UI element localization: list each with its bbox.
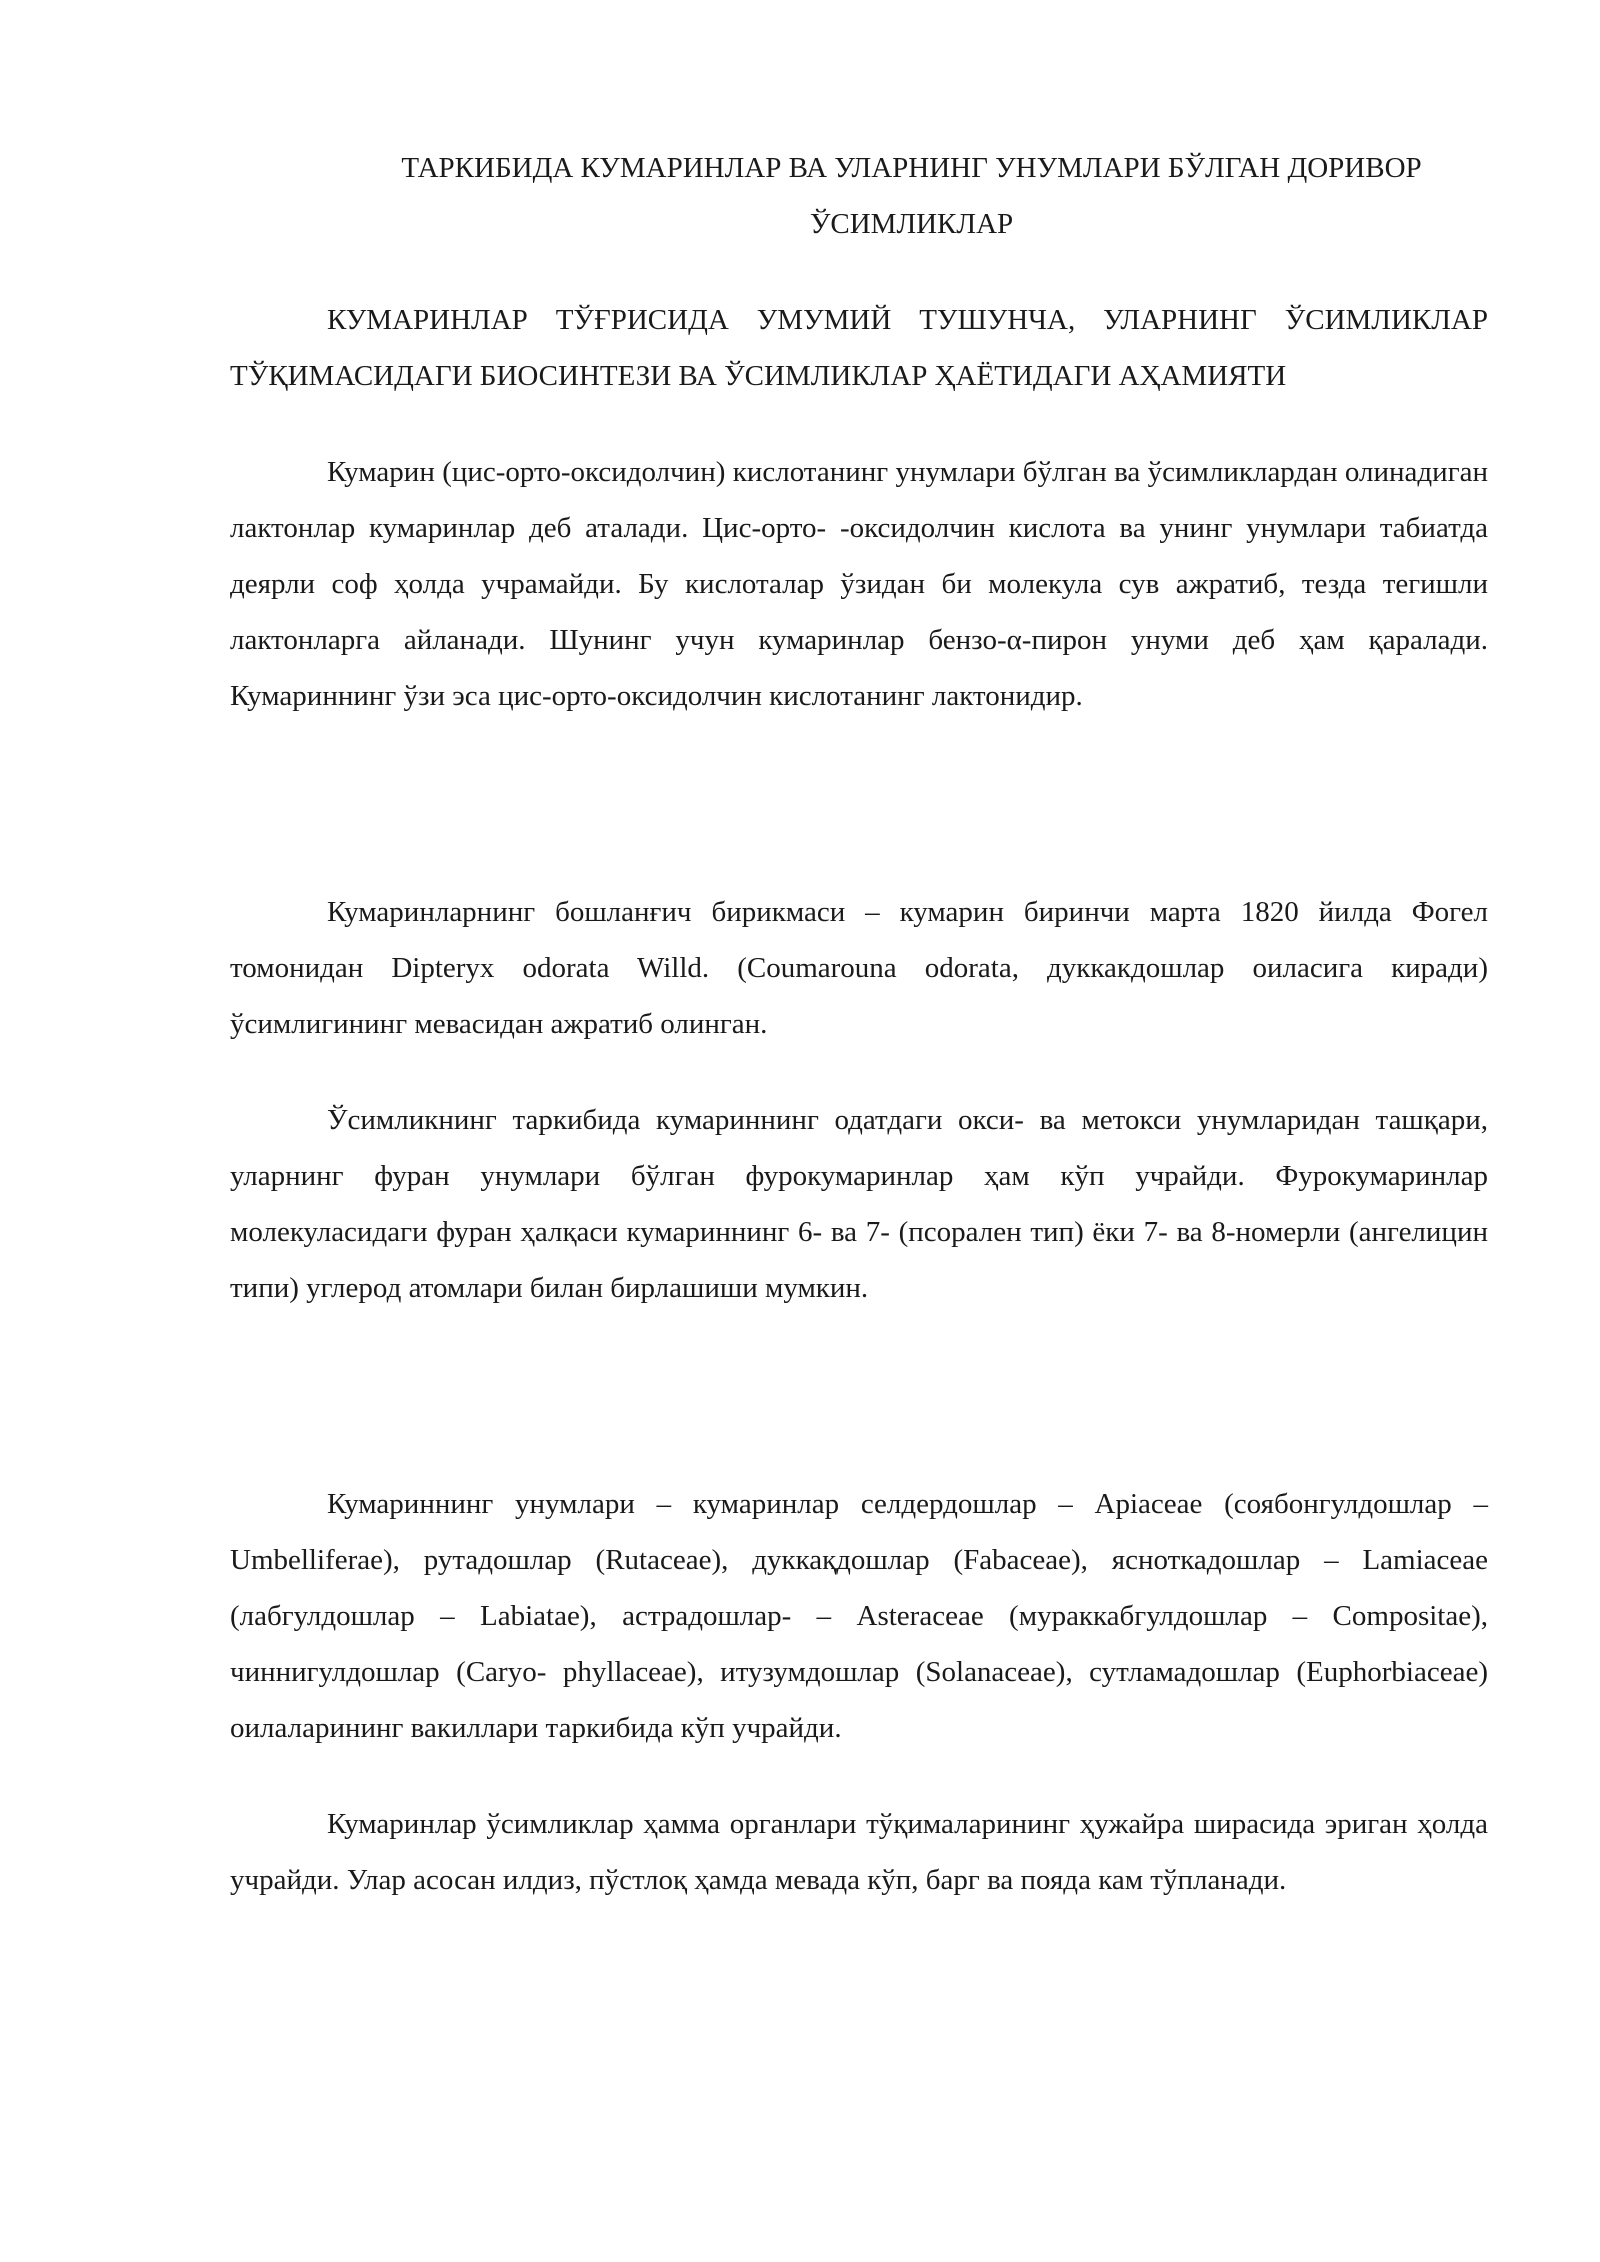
paragraph-furocoumarins: Ўсимликнинг таркибида кумариннинг одатдаги окси- ва метокси унумларидан ташқари, уларнинг фуран унумлари бўлган фурокумаринлар ҳам кўп учрайди. Фурокумаринлар молекуласидаги фуран ҳалқаси кумариннинг 6- ва 7- (псорален тип) ёки 7- ва 8-номерли (ангелицин типи) углерод атомлари билан бирлашиши мумкин. <box>230 1104 1488 1304</box>
paragraph-definition: Кумарин (цис-орто-оксидолчин) кислотанинг унумлари бўлган ва ўсимликлардан олинадиган лактонлар кумаринлар деб аталади. Цис-орто- -оксидолчин кислота ва унинг унумлари табиатда деярли соф ҳолда учрамайди. Бу кислоталар ўзидан би молекула сув ажратиб, тезда тегишли лактонларга айланади. Шунинг учун кумаринлар бензо-α-пирон унуми деб ҳам қаралади. Кумариннинг ўзи эса цис-орто-оксидолчин кислотанинг лактонидир. <box>230 456 1488 712</box>
paragraph-history: Кумаринларнинг бошланғич бирикмаси – кумарин биринчи марта 1820 йилда Фогел томонидан Dipteryx odorata Willd. (Coumarouna odorata, дуккакдошлар оиласига киради) ўсимлигининг мевасидан ажратиб олинган. <box>230 896 1488 1040</box>
document-page <box>230 140 1488 1908</box>
document-title: ТАРКИБИДА КУМАРИНЛАР ВА УЛАРНИНГ УНУМЛАРИ БЎЛГАН ДОРИВОР ЎСИМЛИКЛАР <box>401 152 1422 240</box>
section-heading: КУМАРИНЛАР ТЎҒРИСИДА УМУМИЙ ТУШУНЧА, УЛАРНИНГ ЎСИМЛИКЛАР ТЎҚИМАСИДАГИ БИОСИНТЕЗИ ВА ЎСИМЛИКЛАР ҲАЁТИДАГИ АҲАМИЯТИ <box>230 304 1488 392</box>
paragraph-plant-families: Кумариннинг унумлари – кумаринлар селдердошлар – Apiaceae (соябонгулдошлар – Umbelliferae), рутадошлар (Rutaceae), дуккақдошлар (Fabaceae), ясноткадошлар – Lamiaceae (лабгулдошлар – Labiatae), астрадошлар- – Asteraceae (мураккабгулдошлар – Compositae), чиннигулдошлар (Caryo- phyllaceae), итузумдошлар (Solanaceae), сутламадошлар (Euphorbiaceae) оилаларининг вакиллари таркибида кўп учрайди. <box>230 1488 1488 1744</box>
paragraph-distribution: Кумаринлар ўсимликлар ҳамма органлари тўқималарининг ҳужайра ширасида эриган ҳолда учрайди. Улар асосан илдиз, пўстлоқ ҳамда мевада кўп, барг ва пояда кам тўпланади. <box>230 1808 1488 1896</box>
